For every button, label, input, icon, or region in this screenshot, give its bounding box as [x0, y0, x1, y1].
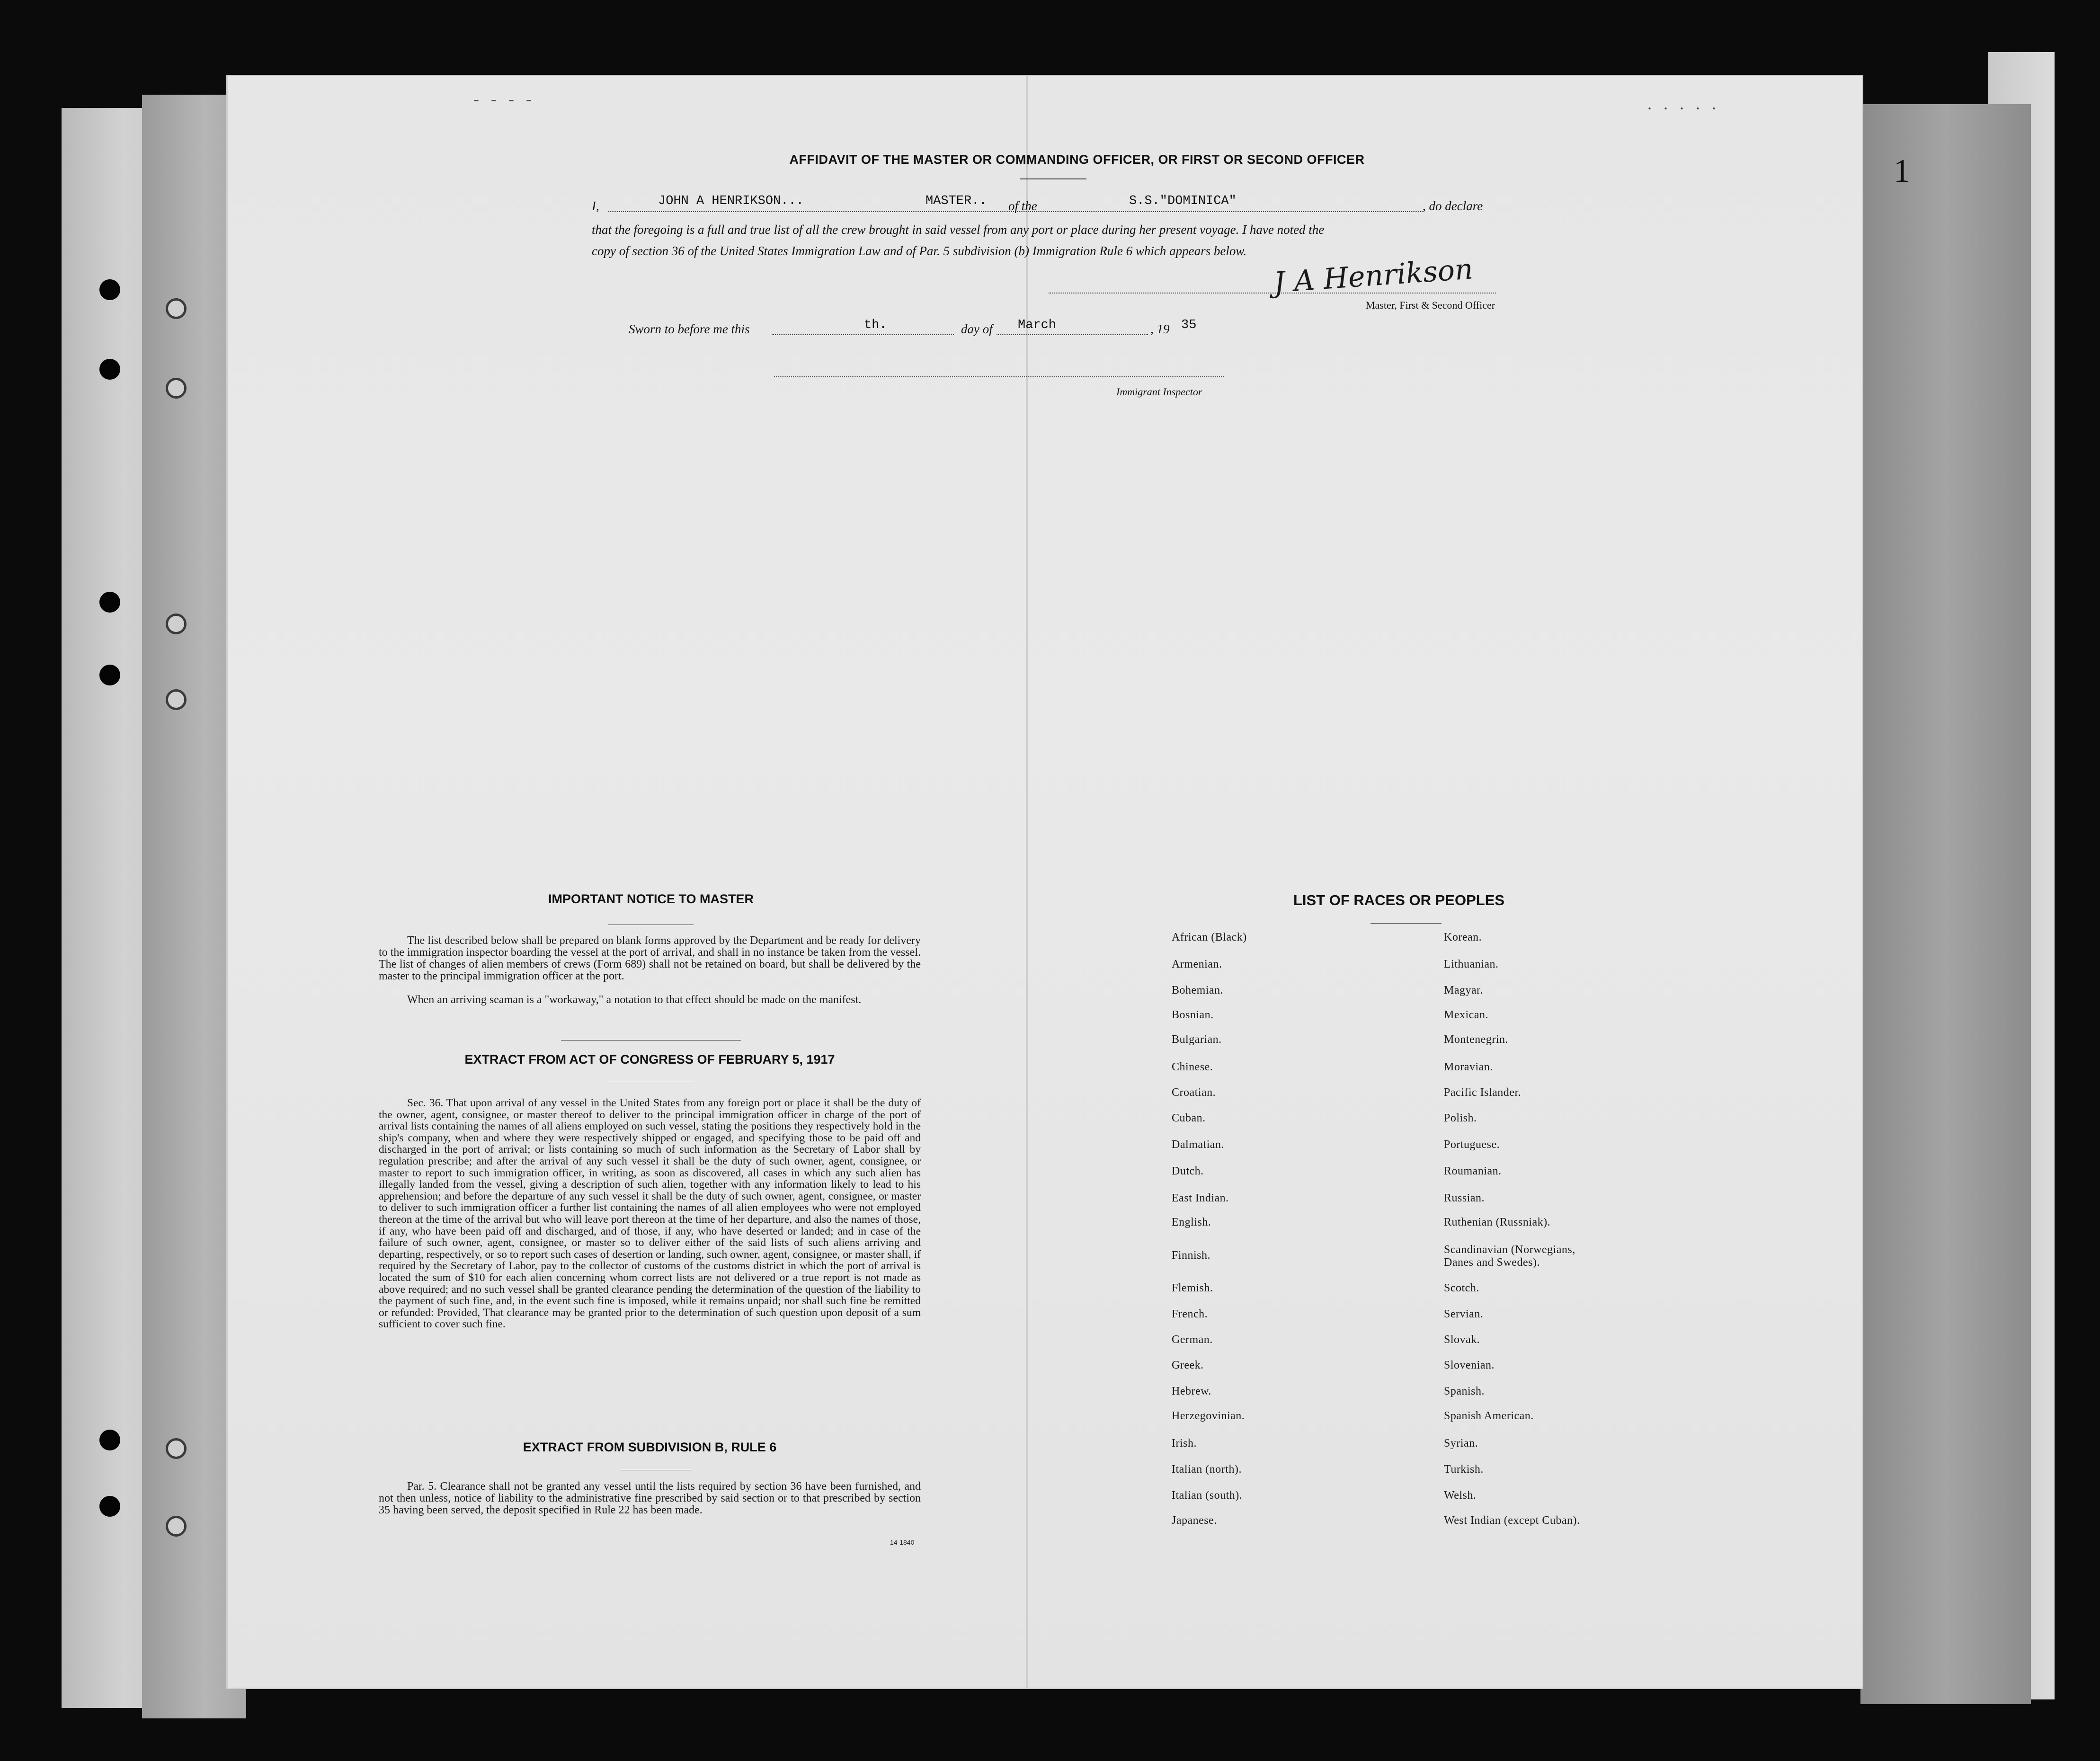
race-item: West Indian (except Cuban).	[1444, 1514, 1580, 1527]
page-number-mark: 1	[1894, 153, 1910, 189]
do-declare-label: , do declare	[1423, 199, 1483, 213]
affidavit-line-3: copy of section 36 of the United States Immigration Law and of Par. 5 subdivision (b) Immigration Rule 6 which appears below.	[592, 244, 1247, 258]
race-item: Roumanian.	[1444, 1165, 1502, 1177]
race-item: Hebrew.	[1172, 1385, 1211, 1397]
race-item: Lithuanian.	[1444, 958, 1499, 970]
race-item: Montenegrin.	[1444, 1033, 1508, 1046]
signatory-label: Master, First & Second Officer	[1366, 299, 1495, 311]
punch-hole-ring	[166, 689, 187, 710]
day-of-label: day of	[961, 322, 993, 336]
race-item: Moravian.	[1444, 1061, 1493, 1073]
race-item: Scotch.	[1444, 1282, 1479, 1294]
sworn-label: Sworn to before me this	[629, 322, 750, 336]
race-item: Italian (north).	[1172, 1463, 1242, 1476]
affidavit-line-2: that the foregoing is a full and true list of all the crew brought in said vessel from any port or place during her present voyage. I have noted the	[592, 222, 1325, 237]
race-item: African (Black)	[1172, 931, 1247, 943]
section-rule	[561, 1040, 741, 1041]
race-item: Ruthenian (Russniak).	[1444, 1216, 1551, 1228]
affidavit-title: AFFIDAVIT OF THE MASTER OR COMMANDING OFFICER, OR FIRST OR SECOND OFFICER	[789, 152, 1365, 167]
master-signature: J A Henrikson	[1272, 252, 1474, 300]
title-rule	[1020, 178, 1086, 179]
race-item: Irish.	[1172, 1437, 1197, 1450]
master-name: JOHN A HENRIKSON...	[658, 194, 804, 208]
race-item: East Indian.	[1172, 1192, 1229, 1204]
race-item: Servian.	[1444, 1308, 1484, 1320]
race-item: Korean.	[1444, 931, 1482, 943]
inspector-signature-line	[774, 376, 1224, 377]
of-the-label: of the	[1008, 199, 1037, 213]
race-item: Bulgarian.	[1172, 1033, 1222, 1046]
vessel-name: S.S."DOMINICA"	[1129, 194, 1237, 208]
section-36-text: Sec. 36. That upon arrival of any vessel in the United States from any foreign port or place it shall be the duty of the owner, agent, consignee, or master thereof to deliver to the principal immigration officer in charge of the port of arrival lists containing the names of all aliens employed on such vessel, stating the positions they respectively hold in the ship's company, when and where they were respectively shipped or engaged, and specifying those to be paid off and discharged in the port of arrival; or lists containing so much of such information as the Secretary of Labor shall by regulation prescribe; and after the arrival of any such vessel it shall be the duty of such owner, agent, consignee, or master to report to such immigration officer, in writing, as soon as discovered, all cases in which any such alien has illegally landed from the vessel, giving a description of such alien, together with any information likely to lead to his apprehension; and before the departure of any such vessel it shall be the duty of such owner, agent, consignee, or master to deliver to such immigration officer a further list containing the names of all alien employees who were not employed thereon at the time of the arrival but who will leave port thereon at the time of her departure, and also the names of those, if any, who have been paid off and discharged, and of those, if any, who have deserted or landed; and in case of the failure of such owner, agent, consignee, or master so to deliver either of the said lists of such aliens arriving and departing, respectively, or so to report such cases of desertion or landing, such owner, agent, consignee, or master shall, if required by the Secretary of Labor, pay to the collector of customs of the customs district in which the port of arrival is located the sum of $10 for each alien concerning whom correct lists are not delivered or a true report is not made as above required; and no such vessel shall be granted clearance pending the determination of the question of the liability to the payment of such fine, and, in the event such fine is imposed, while it remains unpaid; nor shall such fine be remitted or refunded: Provided, That clearance may be granted prior to the determination of such question upon deposit of a sum sufficient to cover such fine.	[379, 1097, 921, 1331]
race-item: Welsh.	[1444, 1489, 1477, 1502]
race-item: Bosnian.	[1172, 1009, 1214, 1021]
race-item: Spanish American.	[1444, 1410, 1534, 1422]
inspector-label: Immigrant Inspector	[1116, 386, 1202, 398]
month-line	[997, 334, 1148, 335]
punch-hole-ring	[166, 1438, 187, 1459]
race-item: Armenian.	[1172, 958, 1222, 970]
officer-rank: MASTER..	[925, 194, 987, 208]
margin-mark: . . . . .	[1647, 94, 1720, 113]
sworn-year: 35	[1181, 318, 1197, 332]
race-item: Russian.	[1444, 1192, 1485, 1204]
race-item: Magyar.	[1444, 984, 1483, 996]
races-right-column	[1444, 931, 1728, 1537]
punch-hole	[99, 665, 120, 685]
race-item: Slovenian.	[1444, 1359, 1495, 1371]
race-item: French.	[1172, 1308, 1208, 1320]
sworn-day: th.	[864, 318, 887, 332]
race-item: Flemish.	[1172, 1282, 1213, 1294]
race-item: Turkish.	[1444, 1463, 1484, 1476]
races-rule	[1370, 923, 1442, 924]
punch-hole	[99, 592, 120, 613]
race-item: Dutch.	[1172, 1165, 1204, 1177]
race-item: Dalmatian.	[1172, 1138, 1224, 1151]
par-5-text: Par. 5. Clearance shall not be granted any vessel until the lists required by section 36 have been furnished, and not then unless, notice of liability to the administrative fine prescribed by said section or to that prescribed by section 35 having been served, the deposit specified in Rule 22 has been made.	[379, 1480, 921, 1516]
race-item: German.	[1172, 1334, 1213, 1346]
notice-paragraph-1: The list described below shall be prepared on blank forms approved by the Department and be ready for delivery to the immigration inspector boarding the vessel at the port of arrival, and shall in no instance be taken from the vessel. The list of changes of alien members of crews (Form 689) shall not be retained on board, but shall be delivered by the master to the principal immigration officer at the port.	[379, 934, 921, 982]
signature-line	[1049, 293, 1496, 294]
races-title: LIST OF RACES OR PEOPLES	[1293, 892, 1505, 908]
punch-hole-ring	[166, 614, 187, 634]
notice-title: IMPORTANT NOTICE TO MASTER	[548, 892, 754, 906]
year-prefix: , 19	[1150, 322, 1170, 336]
day-line	[772, 334, 954, 335]
race-item: Croatian.	[1172, 1086, 1216, 1099]
race-item: Chinese.	[1172, 1061, 1213, 1073]
race-item: Syrian.	[1444, 1437, 1478, 1450]
form-number: 14-1840	[890, 1539, 915, 1546]
race-item: Mexican.	[1444, 1009, 1488, 1021]
race-item: Greek.	[1172, 1359, 1204, 1371]
race-item: Scandinavian (Norwegians, Danes and Swedes).	[1444, 1244, 1575, 1269]
race-item: English.	[1172, 1216, 1211, 1228]
race-item: Italian (south).	[1172, 1489, 1243, 1502]
race-item: Herzegovinian.	[1172, 1410, 1245, 1422]
punch-hole-ring	[166, 378, 187, 399]
race-item: Japanese.	[1172, 1514, 1217, 1527]
race-item: Slovak.	[1444, 1334, 1480, 1346]
notice-paragraph-2: When an arriving seaman is a "workaway," a notation to that effect should be made on the manifest.	[407, 994, 862, 1006]
punch-hole	[99, 359, 120, 380]
affidavit-i-label: I,	[592, 199, 599, 213]
races-left-column	[1172, 931, 1456, 1537]
punch-hole	[99, 1496, 120, 1517]
punch-hole-ring	[166, 1516, 187, 1537]
margin-mark: - - - -	[473, 89, 535, 108]
race-item: Spanish.	[1444, 1385, 1485, 1397]
punch-hole-ring	[166, 298, 187, 319]
race-item: Cuban.	[1172, 1112, 1206, 1124]
race-item: Portuguese.	[1444, 1138, 1500, 1151]
sworn-month: March	[1018, 318, 1057, 332]
right-binding-strip	[1860, 104, 2031, 1704]
race-item: Finnish.	[1172, 1249, 1211, 1262]
punch-hole	[99, 279, 120, 300]
race-item: Pacific Islander.	[1444, 1086, 1522, 1099]
center-fold-line	[1026, 76, 1028, 1688]
rule-extract-title: EXTRACT FROM SUBDIVISION B, RULE 6	[523, 1440, 777, 1454]
race-item: Polish.	[1444, 1112, 1477, 1124]
punch-hole	[99, 1430, 120, 1450]
act-extract-title: EXTRACT FROM ACT OF CONGRESS OF FEBRUARY 5, 1917	[464, 1052, 835, 1067]
race-item: Bohemian.	[1172, 984, 1224, 996]
